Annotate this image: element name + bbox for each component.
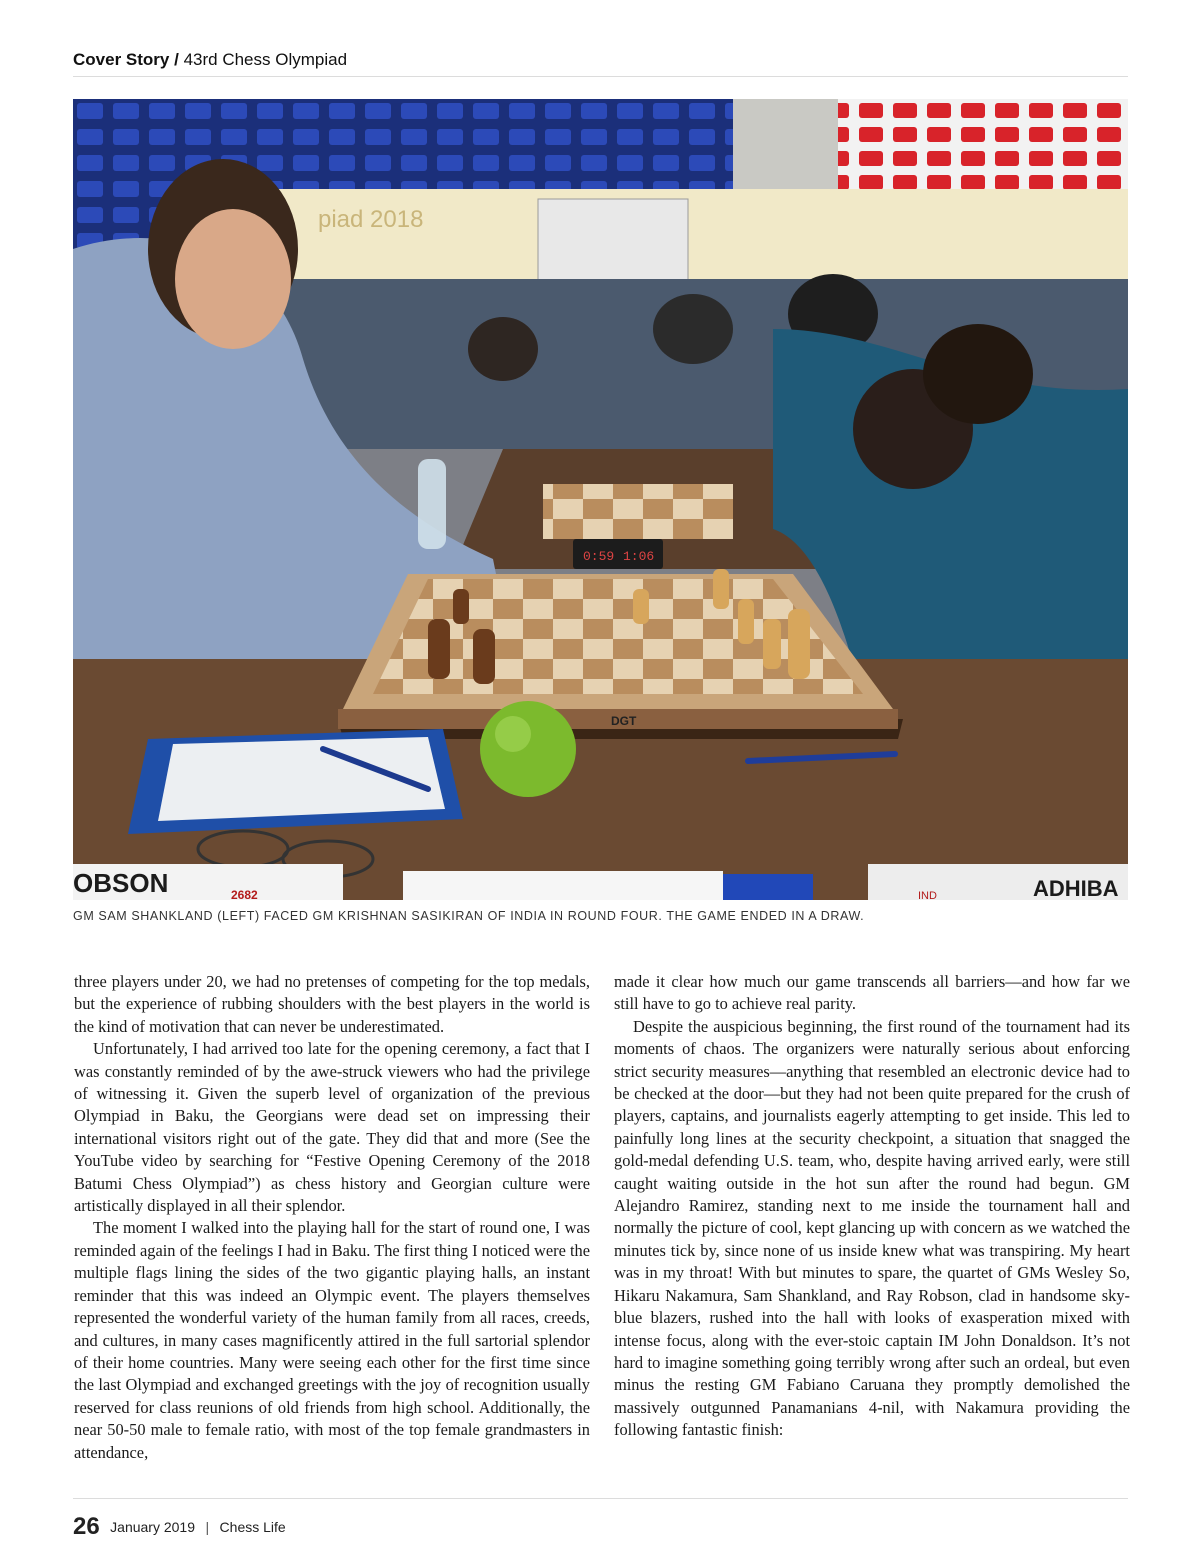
paragraph: three players under 20, we had no pretenses of competing for the top medals, but the experience of rubbing shoulders with the best players in the world is the kind of motivation that can never be underestimated. <box>74 972 590 1036</box>
paragraph: Unfortunately, I had arrived too late for the opening ceremony, a fact that I was constantly reminded of by the awe-struck viewers who had the privilege of witnessing it. Given the superb level of organization of the previous Olympiad in Baku, the Georgians were dead set on impressing their international visitors right out of the gate. They did that and more (See the YouTube video by searching for “Festive Opening Ceremony of the 2018 Batumi Chess Olympiad”) as chess history and Georgian culture were artistically displayed in all their splendor. <box>74 1039 590 1216</box>
paragraph: Despite the auspicious beginning, the first round of the tournament had its moments of chaos. The organizers were naturally serious about enforcing strict security measures—anything that resembled an electronic device had to be checked at the door—but they had not been quite prepared for the crush of players, captains, and journalists eagerly attempting to get inside. This led to painfully long lines at the security checkpoint, a situation that snagged the gold-medal defending U.S. team, who, despite having arrived early, were still caught waiting outside in the hot sun after the round had begun. GM Alejandro Ramirez, standing next to me inside the tournament hall and normally the picture of cool, kept glancing up with concern as we watched the minutes tick by, since none of us inside knew what was transpiring. My heart was in my throat! With but minutes to spare, the quartet of GMs Wesley So, Hikaru Nakamura, Sam Shankland, and Ray Robson, clad in handsome sky-blue blazers, rushed into the hall with looks of exasperation mixed with intense focus, along with the ever-stoic captain IM John Donaldson. It’s not hard to imagine something going terribly wrong after such an ordeal, but even minus the resting GM Fabiano Caruana they promptly demolished the massively outgunned Panamanians 4-nil, with Nakamura providing the following fantastic finish: <box>614 1016 1130 1440</box>
name-card-left: OBSON <box>73 868 169 898</box>
header-section: Cover Story <box>73 50 170 69</box>
running-header <box>73 50 1128 77</box>
issue-date: January 2019 <box>110 1519 195 1535</box>
clock-right: 1:06 <box>623 549 655 564</box>
clock-left: 0:59 <box>583 549 615 564</box>
publication-name: Chess Life <box>219 1519 286 1535</box>
footer-separator: | <box>205 1519 210 1535</box>
cover-photo <box>73 99 1128 900</box>
header-separator: / <box>174 50 179 69</box>
right-column <box>614 971 1130 1442</box>
photo-caption: GM SAM SHANKLAND (LEFT) FACED GM KRISHNAN SASIKIRAN OF INDIA IN ROUND FOUR. THE GAME ENDED IN A DRAW. <box>73 909 865 923</box>
board-brand: DGT <box>611 714 637 728</box>
rating-left: 2682 <box>231 888 258 900</box>
page-number: 26 <box>73 1513 100 1540</box>
paragraph: The moment I walked into the playing hall for the start of round one, I was reminded again of the feelings I had in Baku. The first thing I noticed were the multiple flags lining the sides of the two gigantic playing halls, an instant reminder that this was indeed an Olympic event. The players themselves represented the wonderful variety of the human family from all races, creeds, and cultures, in many cases magnificently attired in the full sartorial splendor of their home countries. Many were seeing each other for the first time since the last Olympiad and exchanged greetings with the joy of recognition usually reserved for class reunions of old friends from high school. Additionally, the near 50-50 male to female ratio, with most of the top female grandmasters in attendance, <box>74 1218 590 1462</box>
left-column <box>74 971 590 1464</box>
page-footer <box>73 1498 1128 1541</box>
banner-text: piad 2018 <box>318 206 424 233</box>
paragraph: made it clear how much our game transcends all barriers—and how far we still have to go to achieve real parity. <box>614 972 1130 1014</box>
country-right: IND <box>918 890 937 900</box>
name-card-right: ADHIBA <box>1033 876 1119 900</box>
header-topic: 43rd Chess Olympiad <box>183 50 348 69</box>
